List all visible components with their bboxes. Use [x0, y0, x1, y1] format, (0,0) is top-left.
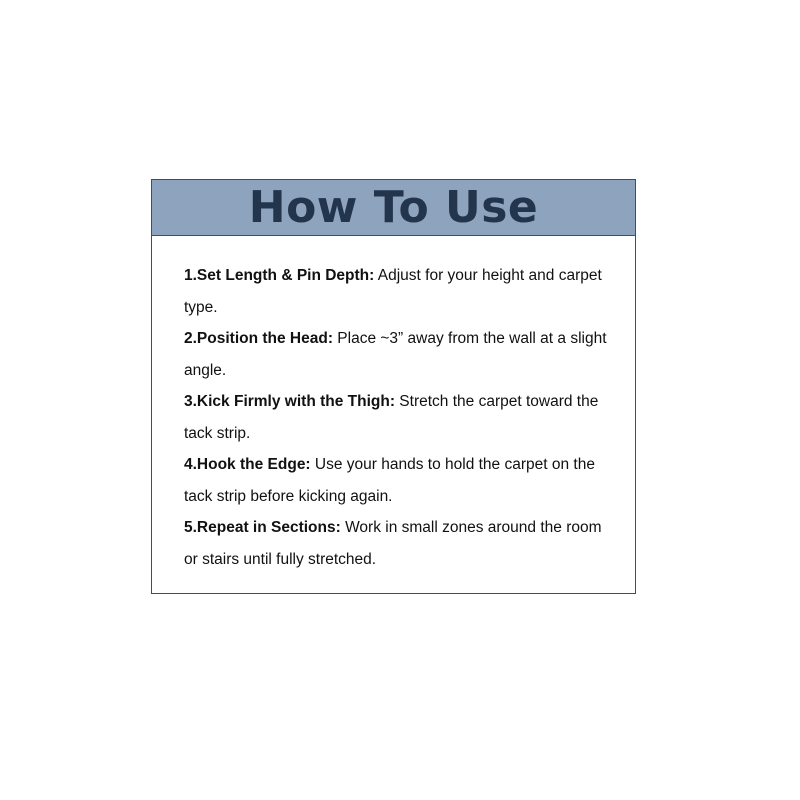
- step-1-text: Adjust for your height and carpet type.: [184, 267, 602, 316]
- step-4-label: 4.Hook the Edge:: [184, 456, 311, 473]
- step-1: [184, 260, 617, 323]
- steps-list: [152, 236, 635, 575]
- step-3-text: Stretch the carpet toward the tack strip.: [184, 393, 599, 442]
- step-2-label: 2.Position the Head:: [184, 330, 333, 347]
- step-5: [184, 512, 617, 575]
- step-2: [184, 323, 617, 386]
- card-header: [152, 180, 635, 236]
- step-4-text: Use your hands to hold the carpet on the tack strip before kicking again.: [184, 456, 595, 505]
- card-title: How To Use: [248, 181, 539, 233]
- step-5-text: Work in small zones around the room or stairs until fully stretched.: [184, 519, 602, 568]
- step-1-label: 1.Set Length & Pin Depth:: [184, 267, 375, 284]
- instructions-card: [151, 179, 636, 594]
- step-4: [184, 449, 617, 512]
- step-3: [184, 386, 617, 449]
- step-5-label: 5.Repeat in Sections:: [184, 519, 341, 536]
- step-2-text: Place ~3” away from the wall at a slight angle.: [184, 330, 607, 379]
- step-3-label: 3.Kick Firmly with the Thigh:: [184, 393, 395, 410]
